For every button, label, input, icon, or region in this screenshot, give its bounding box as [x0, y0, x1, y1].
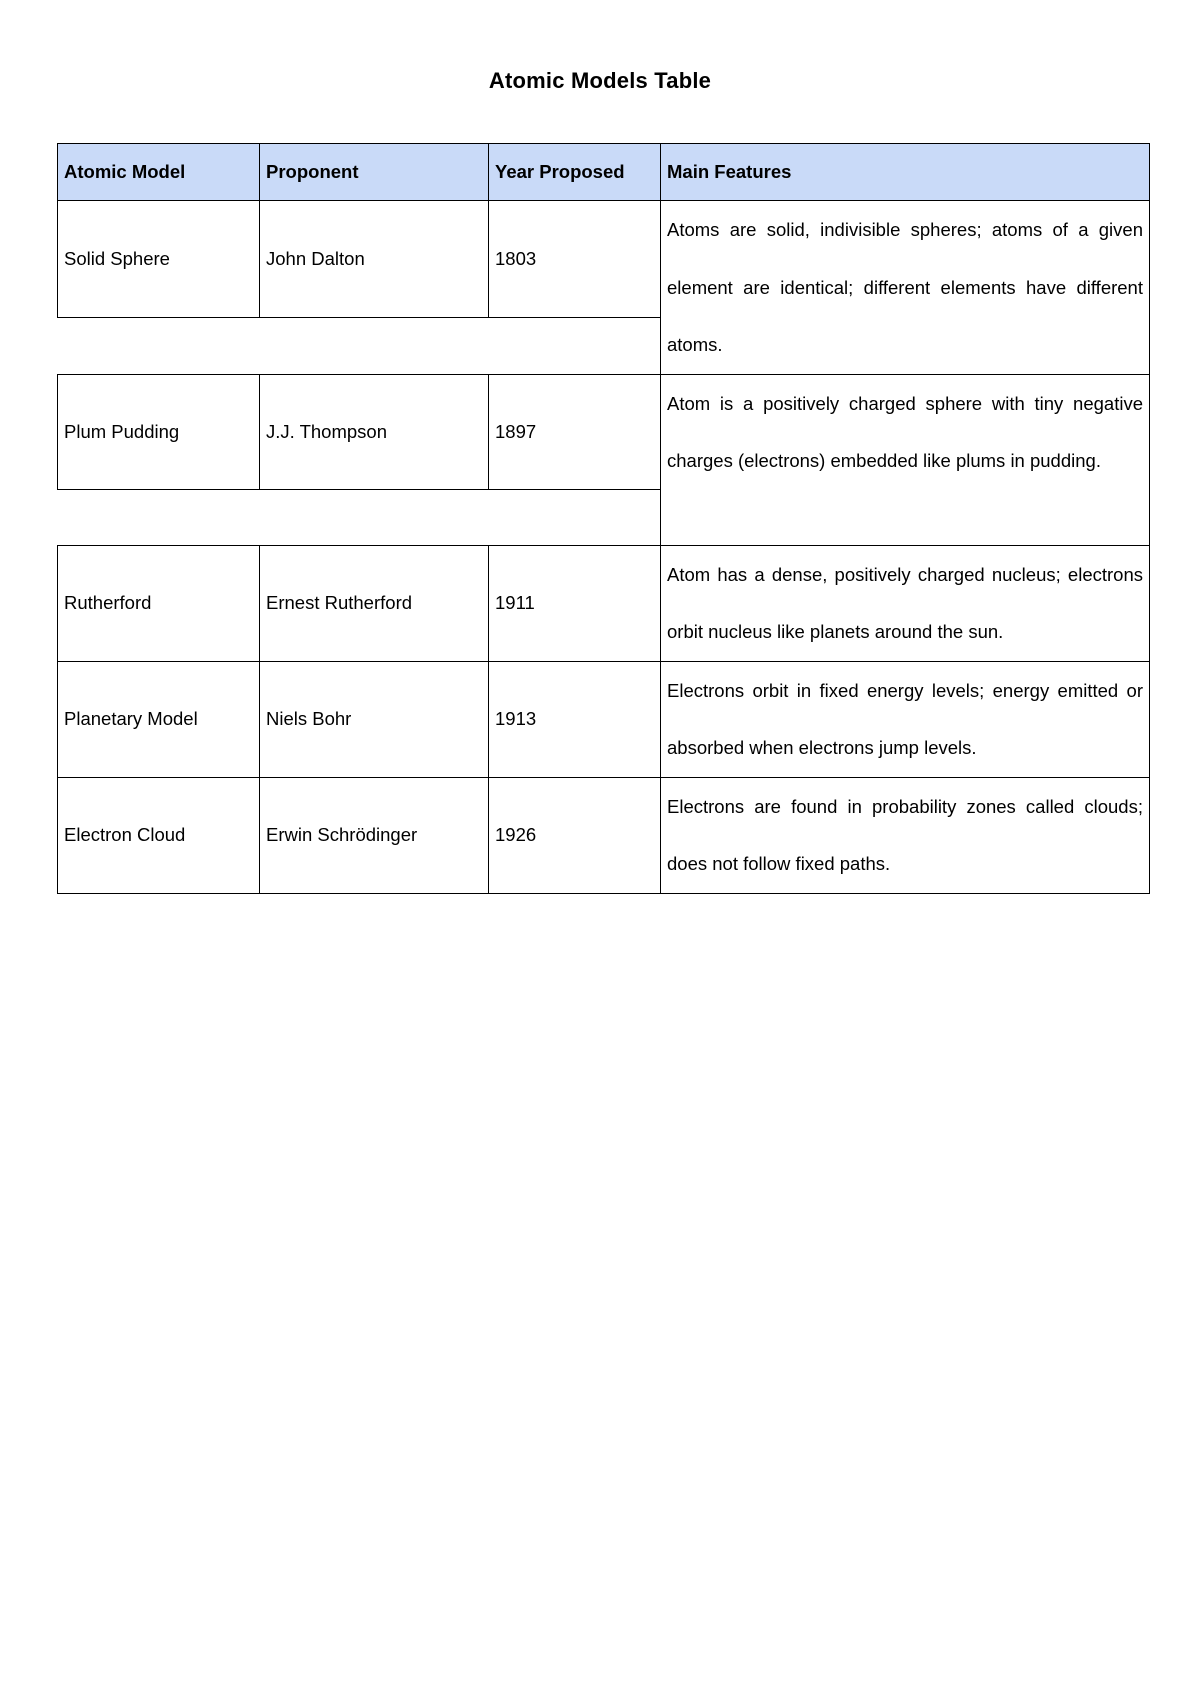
cell-proponent: Erwin Schrödinger	[260, 777, 489, 893]
cell-proponent: John Dalton	[260, 201, 489, 318]
cell-proponent: Ernest Rutherford	[260, 545, 489, 661]
cell-model: Solid Sphere	[58, 201, 260, 318]
cell-year: 1911	[489, 545, 661, 661]
header-proponent: Proponent	[260, 144, 489, 201]
cell-features: Electrons orbit in fixed energy levels; energy emitted or absorbed when electrons jump levels.	[661, 661, 1150, 777]
cell-model: Plum Pudding	[58, 374, 260, 489]
cell-features: Atom is a positively charged sphere with tiny negative charges (electrons) embedded like plums in pudding.	[661, 374, 1150, 545]
table-row	[58, 545, 1150, 661]
header-year-proposed: Year Proposed	[489, 144, 661, 201]
gap-cell	[58, 489, 661, 545]
table-row	[58, 374, 1150, 489]
atomic-models-table-container	[57, 143, 1149, 894]
cell-year: 1926	[489, 777, 661, 893]
table-header-row	[58, 144, 1150, 201]
cell-features: Atoms are solid, indivisible spheres; atoms of a given element are identical; different elements have different atoms.	[661, 201, 1150, 375]
page-title: Atomic Models Table	[488, 68, 712, 93]
cell-features: Atom has a dense, positively charged nucleus; electrons orbit nucleus like planets around the sun.	[661, 545, 1150, 661]
header-atomic-model: Atomic Model	[58, 144, 260, 201]
table-row	[58, 661, 1150, 777]
cell-proponent: Niels Bohr	[260, 661, 489, 777]
cell-year: 1803	[489, 201, 661, 318]
cell-proponent: J.J. Thompson	[260, 374, 489, 489]
atomic-models-table	[57, 143, 1150, 894]
header-main-features: Main Features	[661, 144, 1150, 201]
table-row	[58, 201, 1150, 318]
cell-year: 1897	[489, 374, 661, 489]
cell-model: Electron Cloud	[58, 777, 260, 893]
gap-cell	[58, 317, 661, 374]
table-row	[58, 777, 1150, 893]
cell-model: Rutherford	[58, 545, 260, 661]
cell-model: Planetary Model	[58, 661, 260, 777]
cell-features: Electrons are found in probability zones called clouds; does not follow fixed paths.	[661, 777, 1150, 893]
cell-year: 1913	[489, 661, 661, 777]
